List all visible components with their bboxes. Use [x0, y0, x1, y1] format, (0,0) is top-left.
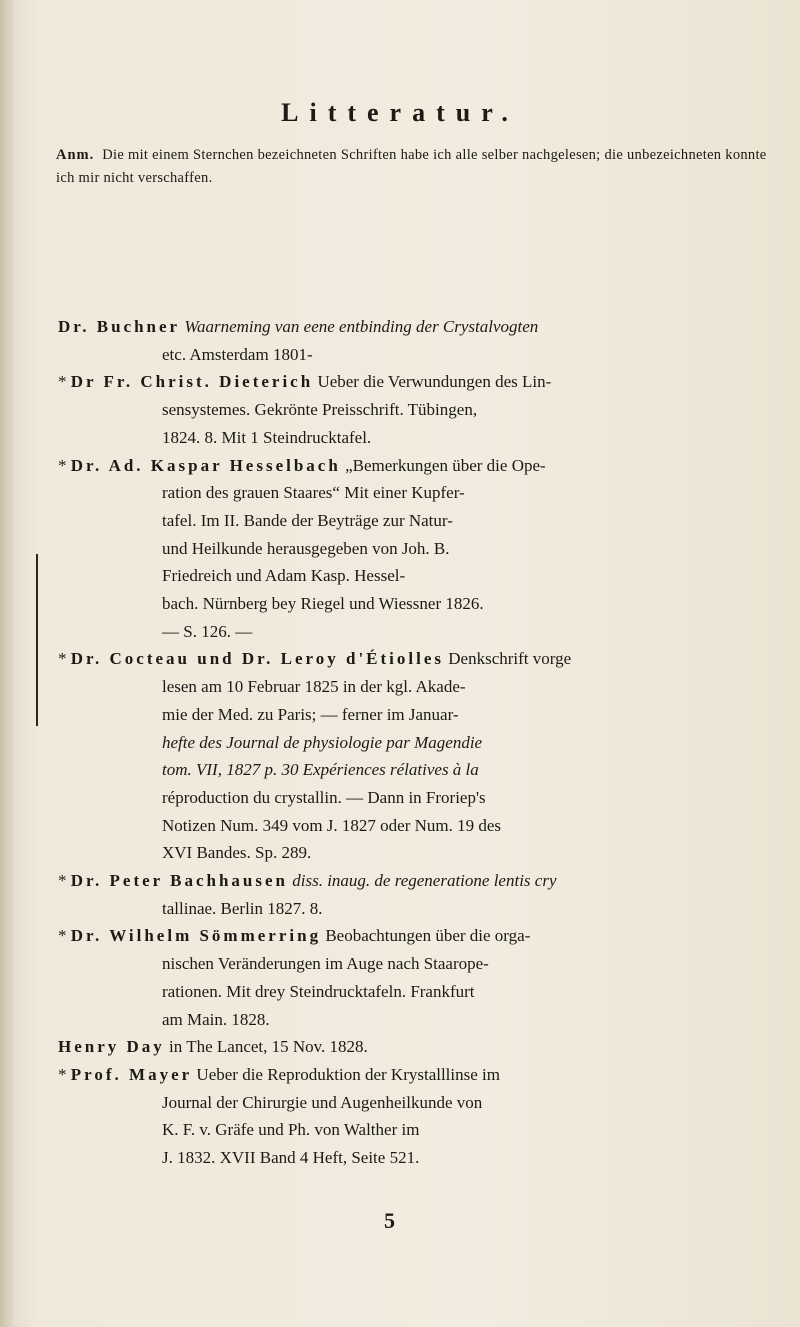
note-text: Die mit einem Sternchen bezeichneten Schriften habe ich alle selber nachgelesen; die unbezeichneten konnte ich mir nicht verschaffen. [56, 147, 767, 186]
entry-line: ration des grauen Staares“ Mit einer Kupfer- [162, 483, 465, 503]
section-heading: Litteratur. [281, 98, 519, 127]
entry-line: etc. Amsterdam 1801- [162, 344, 313, 364]
page-spine-shadow [0, 0, 14, 1327]
list-item [58, 867, 778, 922]
entry-author: Dr. Cocteau und Dr. Leroy d'Étiolles [70, 649, 445, 669]
entry-author: Prof. Mayer [70, 1064, 193, 1084]
entry-line: Journal der Chirurgie und Augenheilkunde von [162, 1092, 483, 1112]
entry-line: nischen Veränderungen im Auge nach Staarope- [162, 954, 489, 974]
entry-line: 1824. 8. Mit 1 Steindrucktafel. [162, 427, 372, 447]
entry-author: Dr. Buchner [58, 317, 181, 336]
entry-author: Dr. Peter Bachhausen [70, 871, 288, 891]
entry-line: tafel. Im II. Bande der Beyträge zur Natur- [162, 510, 453, 530]
entry-title: in The Lancet, 15 Nov. 1828. [169, 1037, 368, 1057]
entry-line: am Main. 1828. [162, 1009, 270, 1029]
entry-line: tom. VII, 1827 p. 30 Expériences rélatives à la [162, 760, 479, 780]
entry-line: hefte des Journal de physiologie par Magendie [162, 732, 483, 752]
entry-author: Dr Fr. Christ. Dieterich [70, 372, 314, 392]
list-item [58, 452, 778, 646]
star-marker: * [58, 455, 71, 475]
entry-line: und Heilkunde herausgegeben von Joh. B. [162, 538, 450, 558]
star-marker: * [58, 1064, 71, 1084]
entry-title: Beobachtungen über die orga- [325, 926, 531, 946]
entry-line: mie der Med. zu Paris; — ferner im Januar- [162, 704, 459, 724]
entry-title: diss. inaug. de regeneratione lentis cry [292, 871, 557, 891]
entry-title: Ueber die Reproduktion der Krystalllinse im [196, 1064, 500, 1084]
annotation-note [56, 144, 776, 190]
list-item [58, 1033, 778, 1061]
entry-line: rationen. Mit drey Steindrucktafeln. Frankfurt [162, 981, 475, 1001]
entry-line: Friedreich und Adam Kasp. Hessel- [162, 566, 406, 586]
entry-line: tallinae. Berlin 1827. 8. [162, 898, 323, 918]
star-marker: * [58, 871, 71, 891]
star-marker: * [58, 649, 71, 669]
note-label: Anm. [56, 147, 95, 163]
star-marker: * [58, 372, 71, 392]
entry-line: K. F. v. Gräfe und Ph. von Walther im [162, 1120, 420, 1140]
entry-author: Dr. Wilhelm Sömmerring [70, 926, 322, 946]
entry-author: Dr. Ad. Kaspar Hesselbach [70, 455, 341, 475]
entry-line: XVI Bandes. Sp. 289. [162, 843, 312, 863]
entry-line: lesen am 10 Februar 1825 in der kgl. Akade- [162, 677, 466, 697]
entry-author: Henry Day [58, 1037, 165, 1057]
list-item [58, 1061, 778, 1172]
entry-line: bach. Nürnberg bey Riegel und Wiessner 1826. [162, 594, 484, 614]
list-item [58, 645, 778, 867]
star-marker: * [58, 926, 71, 946]
entry-line: J. 1832. XVII Band 4 Heft, Seite 521. [162, 1148, 420, 1168]
entry-title: „Bemerkungen über die Ope- [345, 455, 546, 475]
entry-title: Waarneming van eene entbinding der Crystalvogten [184, 317, 539, 336]
entry-title: Denkschrift vorge [448, 649, 572, 669]
entry-title: Ueber die Verwundungen des Lin- [317, 372, 552, 392]
entry-line: réproduction du crystallin. — Dann in Froriep's [162, 787, 486, 807]
entry-line: — S. 126. — [162, 621, 253, 641]
bibliography-list [58, 313, 778, 1172]
entry-line: Notizen Num. 349 vom J. 1827 oder Num. 19 des [162, 815, 502, 835]
page-number: 5 [384, 1208, 395, 1233]
list-item [58, 368, 778, 451]
list-item [58, 313, 778, 368]
entry-line: sensystemes. Gekrönte Preisschrift. Tübingen, [162, 400, 478, 420]
margin-bracket [36, 554, 38, 726]
list-item [58, 922, 778, 1033]
